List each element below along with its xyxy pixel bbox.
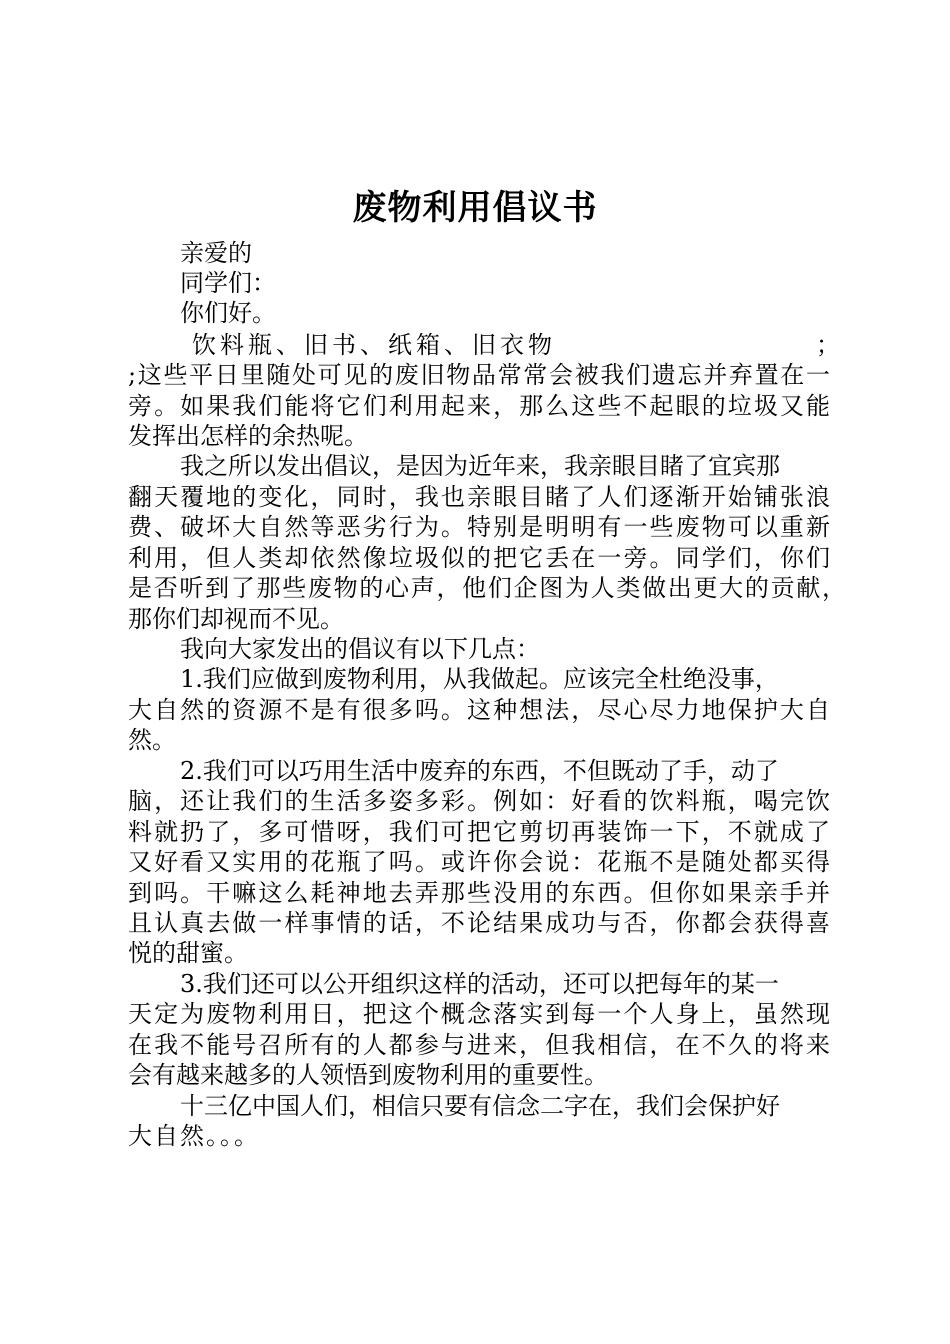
- greeting-line: 同学们：: [180, 269, 276, 297]
- body-line: 又好看又实用的花瓶了吗。或许你会说：花瓶不是随处都买得: [128, 848, 830, 876]
- body-line: 是否听到了那些废物的心声，他们企图为人类做出更大的贡献，: [128, 574, 846, 602]
- body-line: 3.我们还可以公开组织这样的活动，还可以把每年的某一: [180, 970, 779, 998]
- body-line: 那你们却视而不见。: [128, 605, 344, 633]
- body-line: 会有越来越多的人领悟到废物利用的重要性。: [128, 1061, 608, 1089]
- body-line: 天定为废物利用日，把这个概念落实到每一个人身上，虽然现: [128, 1000, 830, 1028]
- body-line: 大自然的资源不是有很多吗。这种想法，尽心尽力地保护大自: [128, 696, 830, 724]
- body-line: 1.我们应做到废物利用，从我做起。应该完全杜绝没事，: [180, 665, 779, 693]
- body-line: 且认真去做一样事情的话，不论结果成功与否，你都会获得喜: [128, 909, 830, 937]
- body-line: 到吗。干嘛这么耗神地去弄那些没用的东西。但你如果亲手并: [128, 879, 830, 907]
- body-line: 大自然。。。: [128, 1122, 260, 1150]
- body-line: ;这些平日里随处可见的废旧物品常常会被我们遗忘并弃置在一: [128, 361, 830, 389]
- document-title: 废物利用倡议书: [352, 188, 598, 228]
- body-line: 我向大家发出的倡议有以下几点：: [180, 635, 540, 663]
- body-line: 发挥出怎样的余热呢。: [128, 422, 368, 450]
- body-line: 悦的甜蜜。: [128, 939, 248, 967]
- body-line: 翻天覆地的变化，同时，我也亲眼目睹了人们逐渐开始铺张浪: [128, 483, 830, 511]
- body-line: 费、破坏大自然等恶劣行为。特别是明明有一些废物可以重新: [128, 513, 830, 541]
- body-line: 旁。如果我们能将它们利用起来，那么这些不起眼的垃圾又能: [128, 392, 830, 420]
- body-line: 料就扔了，多可惜呀，我们可把它剪切再装饰一下，不就成了: [128, 818, 830, 846]
- body-line: 然。: [128, 726, 176, 754]
- body-line: 利用，但人类却依然像垃圾似的把它丢在一旁。同学们，你们: [128, 544, 830, 572]
- body-line: 十三亿中国人们，相信只要有信念二字在，我们会保护好: [180, 1092, 780, 1120]
- greeting-line: 亲爱的: [180, 239, 252, 267]
- body-line: 饮料瓶、旧书、纸箱、旧衣物: [192, 331, 556, 359]
- body-line: 在我不能号召所有的人都参与进来，但我相信，在不久的将来: [128, 1031, 830, 1059]
- body-line: ；: [816, 331, 840, 359]
- body-line: 我之所以发出倡议，是因为近年来，我亲眼目睹了宜宾那: [180, 452, 780, 480]
- body-line: 2.我们可以巧用生活中废弃的东西，不但既动了手，动了: [180, 757, 779, 785]
- greeting-line: 你们好。: [180, 299, 276, 327]
- body-line: 脑，还让我们的生活多姿多彩。例如：好看的饮料瓶，喝完饮: [128, 787, 830, 815]
